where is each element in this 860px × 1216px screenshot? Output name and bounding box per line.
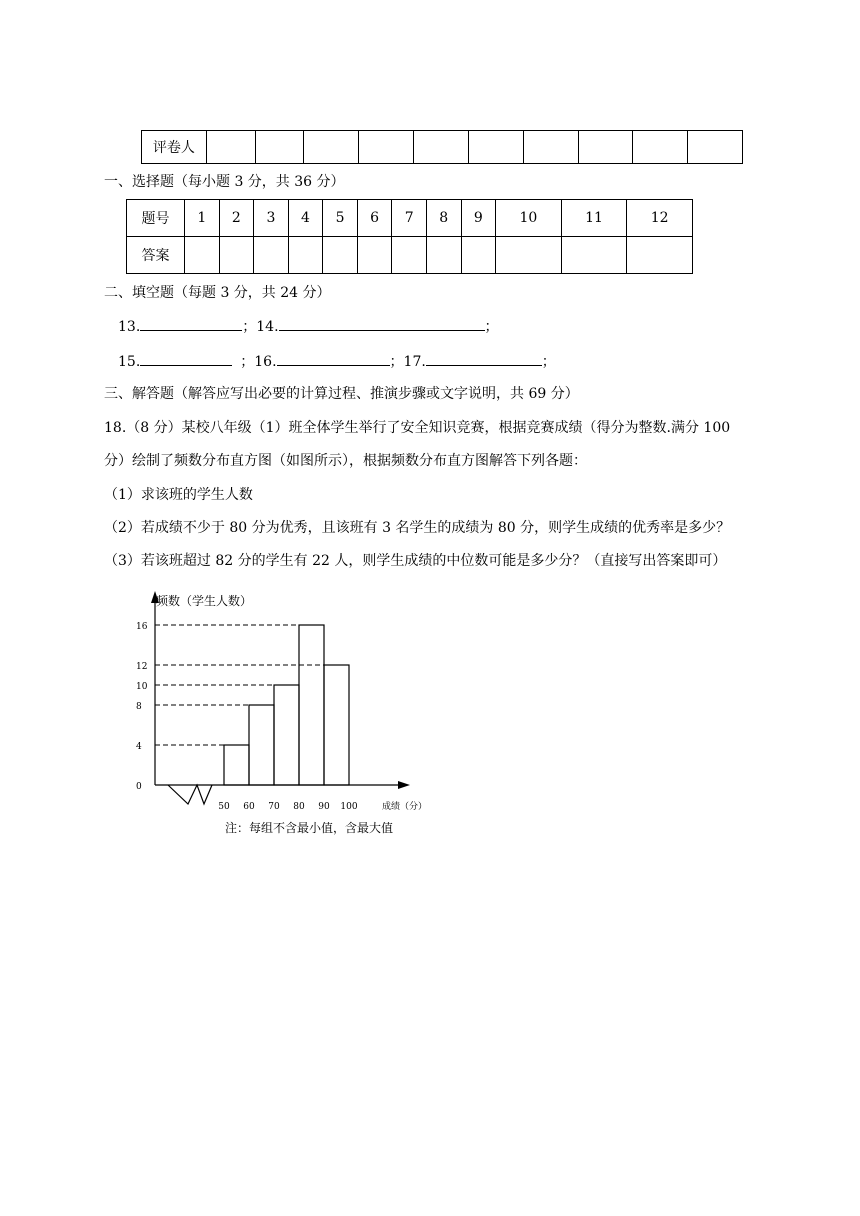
q15-blank[interactable] (140, 351, 232, 366)
question-number: 6 (357, 200, 392, 237)
question-number: 3 (254, 200, 289, 237)
grader-cell[interactable] (578, 131, 633, 164)
histogram-chart (120, 585, 440, 840)
histogram-bar (299, 625, 324, 785)
answer-header: 答案 (127, 237, 185, 274)
chart-note: 注：每组不含最小值，含最大值 (225, 821, 394, 835)
separator: ； (242, 319, 257, 335)
y-tick-label: 10 (136, 682, 148, 692)
x-tick-label: 70 (268, 802, 280, 812)
answer-cell[interactable] (426, 237, 461, 274)
q17-label: 17. (403, 354, 426, 370)
question-number: 9 (461, 200, 496, 237)
question-number: 7 (392, 200, 427, 237)
answer-cell[interactable] (561, 237, 627, 274)
histogram-bar (274, 685, 299, 785)
question-number: 1 (185, 200, 220, 237)
q13-label: 13. (118, 319, 141, 335)
separator: ； (541, 354, 556, 370)
x-tick-label: 80 (293, 802, 305, 812)
section3-title: 三、解答题（解答应写出必要的计算过程、推演步骤或文字说明，共 69 分） (104, 386, 579, 402)
x-tick-label: 100 (340, 802, 358, 812)
answer-cell[interactable] (392, 237, 427, 274)
q16-label: 16. (254, 354, 277, 370)
answer-table (126, 199, 693, 274)
grader-cell[interactable] (633, 131, 688, 164)
q17-blank[interactable] (426, 351, 542, 366)
fill-line-2 (118, 351, 556, 372)
y-tick-label: 12 (136, 662, 148, 672)
answer-cell[interactable] (323, 237, 358, 274)
q15-label: 15. (118, 354, 141, 370)
answer-cell[interactable] (219, 237, 254, 274)
answer-cell[interactable] (461, 237, 496, 274)
question-number: 8 (426, 200, 461, 237)
q14-blank[interactable] (279, 316, 485, 331)
q13-blank[interactable] (140, 316, 242, 331)
y-axis-label: 频数（学生人数） (156, 594, 253, 608)
answer-cell[interactable] (254, 237, 289, 274)
separator: ； (240, 354, 255, 370)
grader-cell[interactable] (359, 131, 414, 164)
answer-cell[interactable] (496, 237, 562, 274)
grader-cell[interactable] (206, 131, 255, 164)
y-tick-label: 8 (136, 702, 142, 712)
grader-label: 评卷人 (142, 131, 207, 164)
grader-table (141, 130, 743, 164)
q18-sub3: （3）若该班超过 82 分的学生有 22 人，则学生成绩的中位数可能是多少分？（直接写出答案即可） (104, 553, 727, 569)
x-axis-label: 成绩（分） (382, 802, 428, 812)
y-tick-label: 16 (136, 622, 148, 632)
grader-cell[interactable] (414, 131, 469, 164)
q18-text-line2: 分）绘制了频数分布直方图（如图所示），根据频数分布直方图解答下列各题： (104, 453, 587, 469)
axis-break-mark (168, 785, 212, 804)
separator: ； (484, 319, 499, 335)
fill-line-1 (118, 316, 499, 337)
x-tick-label: 90 (318, 802, 330, 812)
separator: ； (389, 354, 404, 370)
grader-cell[interactable] (468, 131, 523, 164)
grader-cell[interactable] (255, 131, 304, 164)
answer-cell[interactable] (357, 237, 392, 274)
q18-sub1: （1）求该班的学生人数 (104, 487, 253, 503)
histogram-bar (324, 665, 349, 785)
x-axis-arrow (398, 781, 410, 789)
grader-cell[interactable] (304, 131, 359, 164)
question-number: 12 (627, 200, 693, 237)
section1-title: 一、选择题（每小题 3 分，共 36 分） (104, 174, 345, 190)
q18-sub2: （2）若成绩不少于 80 分为优秀，且该班有 3 名学生的成绩为 80 分，则学生成绩的优秀率是多少？ (104, 520, 731, 536)
y-tick-label: 4 (136, 742, 142, 752)
histogram-bar (249, 705, 274, 785)
question-number: 5 (323, 200, 358, 237)
section2-title: 二、填空题（每题 3 分，共 24 分） (104, 285, 331, 301)
question-number: 10 (496, 200, 562, 237)
grader-cell[interactable] (688, 131, 743, 164)
grader-cell[interactable] (523, 131, 578, 164)
q18-text-line1: 18.（8 分）某校八年级（1）班全体学生举行了安全知识竞赛，根据竞赛成绩（得分为整数.满分 100 (104, 420, 731, 436)
y-tick-label: 0 (136, 782, 142, 792)
question-number-header: 题号 (127, 200, 185, 237)
question-number: 11 (561, 200, 627, 237)
q16-blank[interactable] (277, 351, 390, 366)
x-tick-label: 60 (243, 802, 255, 812)
q14-label: 14. (256, 319, 279, 335)
answer-cell[interactable] (185, 237, 220, 274)
question-number: 2 (219, 200, 254, 237)
answer-cell[interactable] (288, 237, 323, 274)
x-tick-label: 50 (218, 802, 230, 812)
answer-cell[interactable] (627, 237, 693, 274)
histogram-bar (224, 745, 249, 785)
question-number: 4 (288, 200, 323, 237)
